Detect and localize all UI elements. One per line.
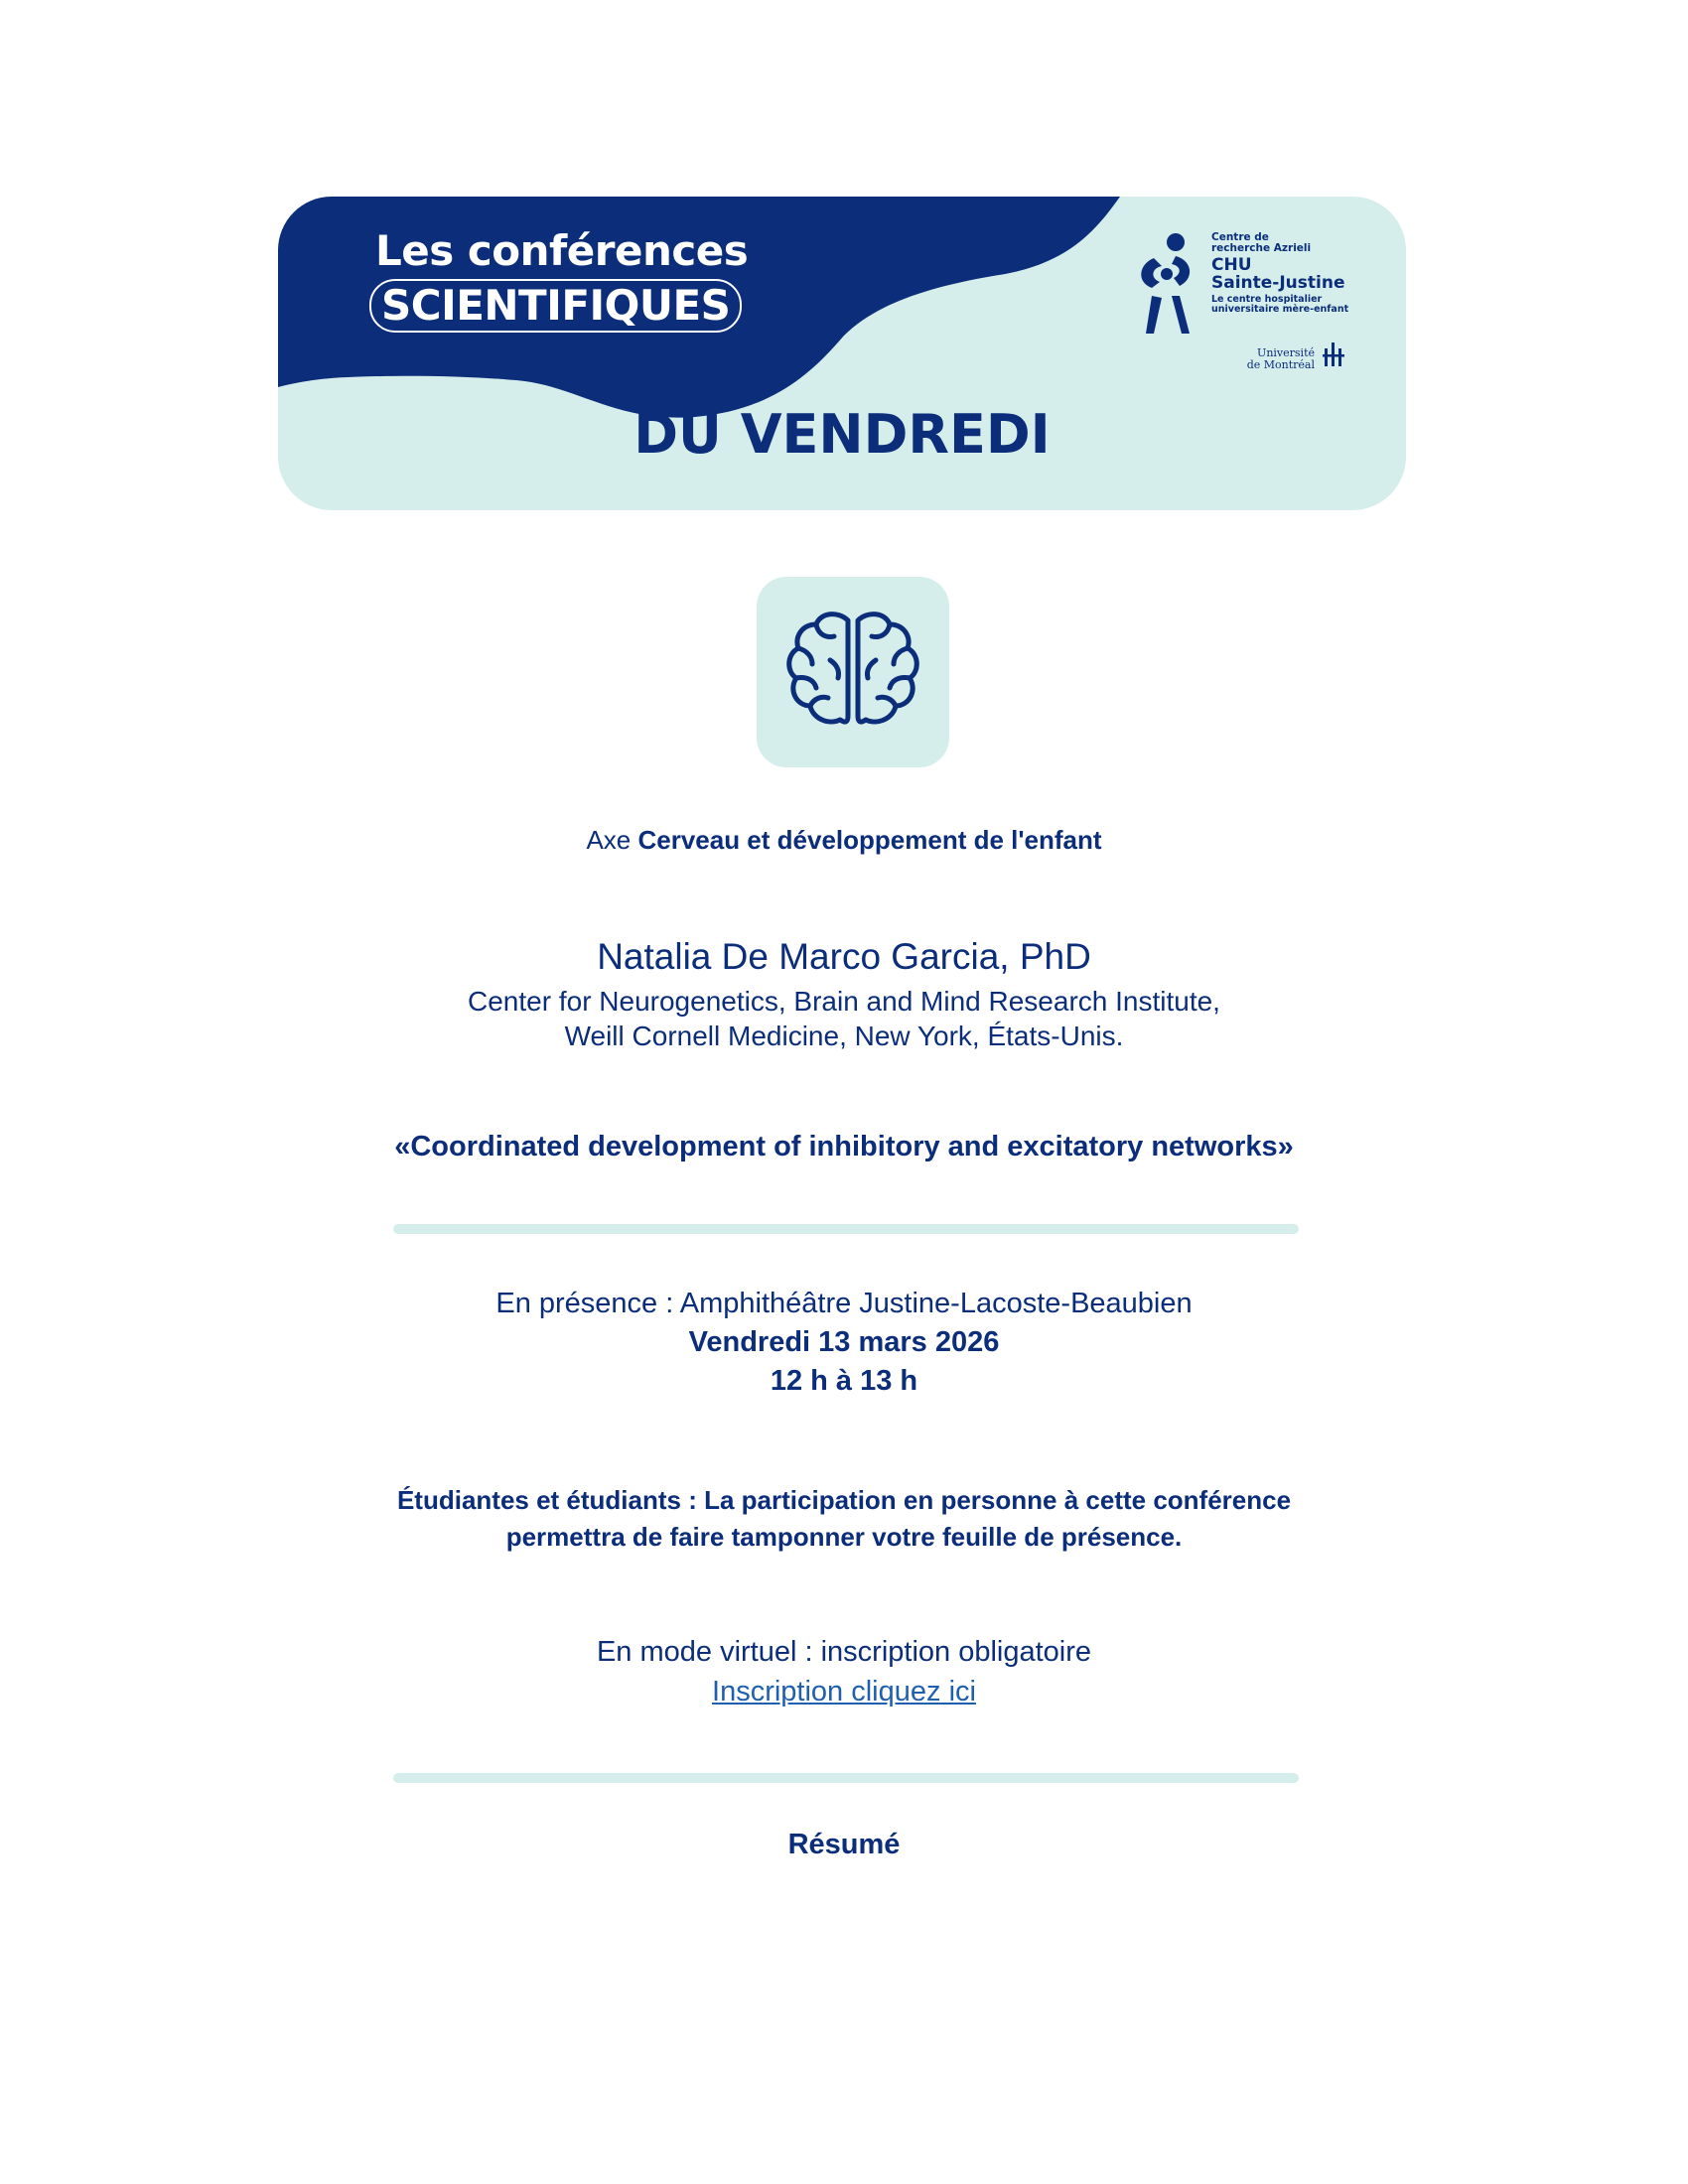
speaker-name: Natalia De Marco Garcia, PhD	[597, 936, 1091, 977]
affiliation-line1: Center for Neurogenetics, Brain and Mind Research Institute,	[468, 986, 1220, 1017]
research-axis	[0, 825, 1688, 856]
banner-title-pill: SCIENTIFIQUES	[369, 279, 742, 333]
udem-logo-text: Université de Montréal	[1246, 346, 1315, 371]
affiliation-line2: Weill Cornell Medicine, New York, États-Unis.	[564, 1021, 1124, 1051]
virtual-mode-text: En mode virtuel : inscription obligatoire	[596, 1636, 1092, 1668]
resume-heading: Résumé	[787, 1829, 901, 1860]
axis-prefix: Axe	[586, 825, 638, 855]
divider-bottom	[393, 1773, 1299, 1783]
banner-title-line3: DU VENDREDI	[633, 403, 1051, 466]
students-note	[0, 1482, 1688, 1556]
students-note-line2: permettra de faire tamponner votre feuille de présence.	[505, 1522, 1183, 1552]
axis-name: Cerveau et développement de l'enfant	[637, 825, 1102, 855]
brain-icon	[757, 577, 949, 767]
udem-logo-icon	[1321, 342, 1350, 368]
chu-logo-text: Centre de recherche Azrieli CHU Sainte-Justine Le centre hospitalier universitaire mère-enfant	[1211, 231, 1349, 315]
students-note-line1: Étudiantes et étudiants : La participation en personne à cette conférence	[396, 1485, 1292, 1515]
event-venue: En présence : Amphithéâtre Justine-Lacoste-Beaubien	[495, 1288, 1193, 1319]
event-date: Vendredi 13 mars 2026	[688, 1326, 1000, 1358]
registration-link	[0, 1676, 1688, 1708]
talk-title: «Coordinated development of inhibitory and excitatory networks»	[394, 1131, 1294, 1162]
event-time: 12 h à 13 h	[770, 1365, 918, 1397]
divider-top	[393, 1224, 1299, 1234]
banner-title-line1: Les conférences	[375, 226, 749, 275]
speaker-affiliation	[0, 984, 1688, 1053]
chu-logo-icon	[1134, 230, 1203, 340]
brain-icon-box	[757, 577, 949, 767]
registration-link-anchor[interactable]: Inscription cliquez ici	[712, 1676, 976, 1707]
banner	[278, 197, 1406, 510]
